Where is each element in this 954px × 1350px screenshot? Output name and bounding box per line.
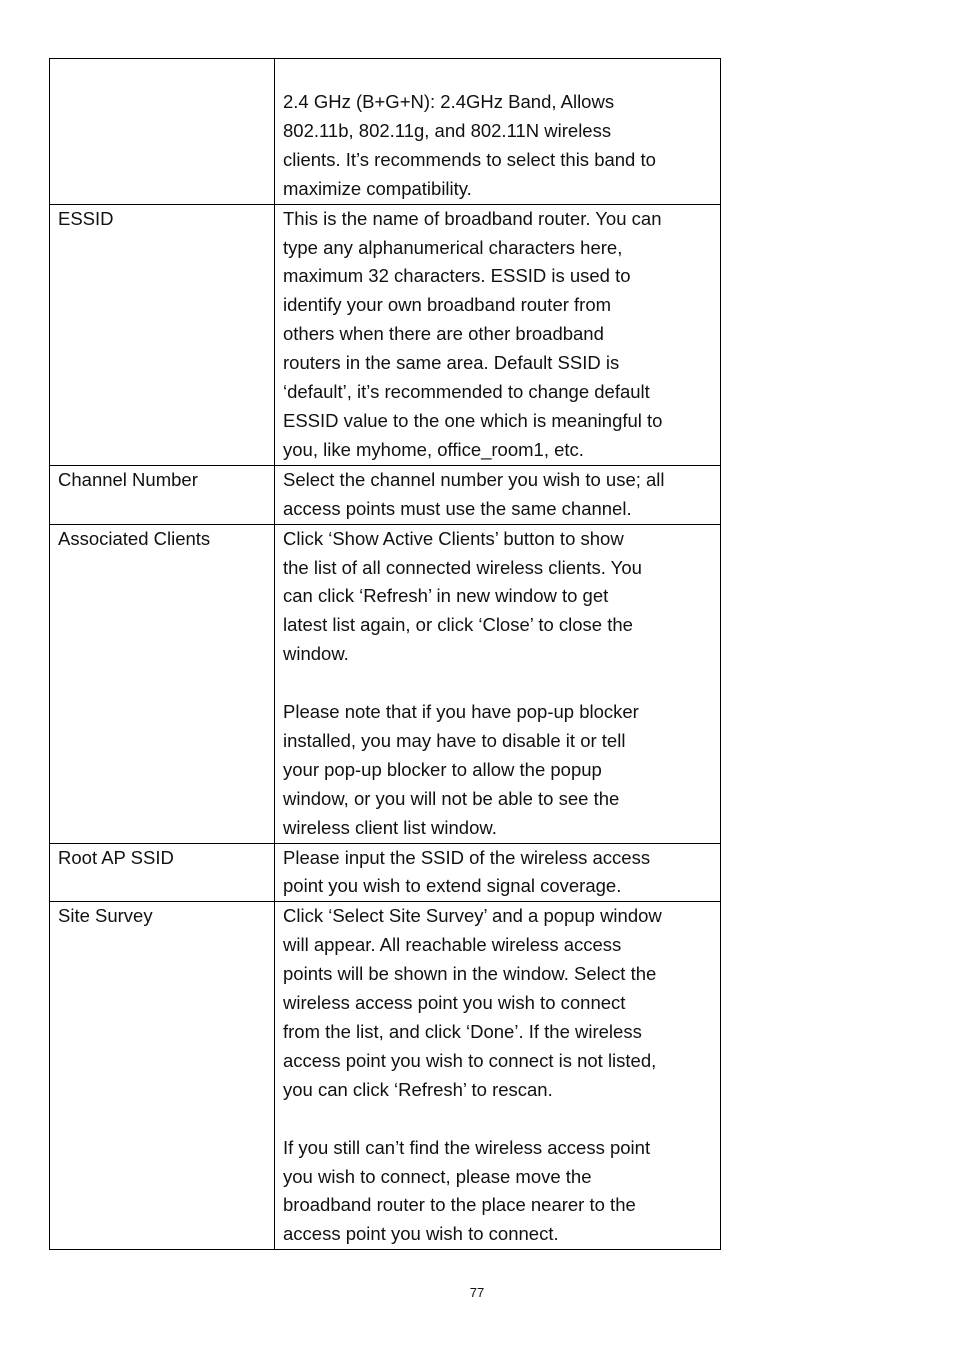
description-paragraph: Select the channel number you wish to use; all access points must use the same channel. — [283, 468, 665, 519]
description-cell — [275, 59, 721, 205]
description-paragraph: Please note that if you have pop-up blocker installed, you may have to disable it or tell your pop-up blocker to allow the popup window, or you will not be able to see the wireless client list window. — [283, 701, 639, 838]
table-row — [50, 465, 721, 524]
term-cell: Associated Clients — [50, 524, 275, 843]
table-row — [50, 59, 721, 205]
description-cell — [275, 902, 721, 1250]
table-row — [50, 902, 721, 1250]
page-number: 77 — [469, 1285, 485, 1300]
description-paragraph: 2.4 GHz (B+G+N): 2.4GHz Band, Allows 802.11b, 802.11g, and 802.11N wireless clients. It’s recommends to select this band to maximize compatibility. — [283, 91, 656, 199]
term-cell: Channel Number — [50, 465, 275, 524]
description-paragraph: Click ‘Select Site Survey’ and a popup window will appear. All reachable wireless access points will be shown in the window. Select the wireless access point you wish to connect from the list, and click ‘Done’. If the wireless access point you wish to connect is not listed, you can click ‘Refresh’ to rescan. — [283, 905, 662, 1100]
table-row — [50, 204, 721, 465]
description-cell — [275, 524, 721, 843]
description-cell — [275, 204, 721, 465]
description-paragraph: This is the name of broadband router. You can type any alphanumerical characters here, maximum 32 characters. ESSID is used to identify your own broadband router from others when there are other broadband routers in the same area. Default SSID is ‘default’, it’s recommended to change default ESSID value to the one which is meaningful to you, like myhome, office_room1, etc. — [283, 207, 663, 460]
description-paragraph: If you still can’t find the wireless access point you wish to connect, please move the broadband router to the place nearer to the access point you wish to connect. — [283, 1136, 651, 1245]
description-cell — [275, 843, 721, 902]
description-paragraph: Click ‘Show Active Clients’ button to show the list of all connected wireless clients. You can click ‘Refresh’ in new window to get latest list again, or click ‘Close’ to close the window. — [283, 527, 642, 665]
table-row — [50, 843, 721, 902]
term-cell: Site Survey — [50, 902, 275, 1250]
term-cell — [50, 59, 275, 205]
definition-table — [49, 58, 721, 1250]
table-row — [50, 524, 721, 843]
term-cell: Root AP SSID — [50, 843, 275, 902]
description-cell — [275, 465, 721, 524]
term-cell: ESSID — [50, 204, 275, 465]
description-paragraph: Please input the SSID of the wireless access point you wish to extend signal coverage. — [283, 846, 651, 897]
